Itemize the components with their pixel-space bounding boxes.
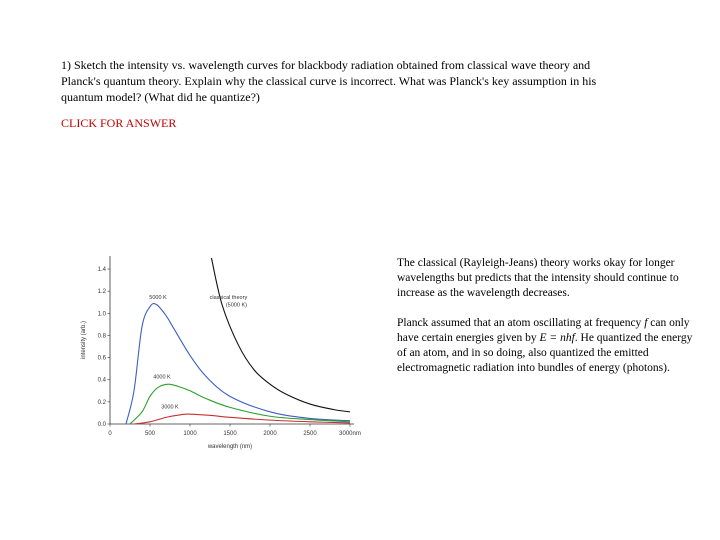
annotation-label: classical theory bbox=[209, 294, 248, 301]
blackbody-chart bbox=[76, 252, 368, 452]
y-tick-label: 0.8 bbox=[97, 333, 106, 340]
answer-p2-part-b: can only have certain energies given by bbox=[397, 317, 690, 344]
answer-text bbox=[397, 256, 702, 391]
y-tick-label: 1.0 bbox=[97, 311, 106, 318]
y-tick-label: 1.4 bbox=[97, 267, 106, 274]
x-tick-label: 1500 bbox=[223, 431, 237, 437]
answer-p2-part-a: Planck assumed that an atom oscillating at frequency bbox=[397, 317, 645, 329]
click-for-answer-link[interactable]: CLICK FOR ANSWER bbox=[61, 116, 177, 130]
chart-ticks bbox=[98, 267, 361, 437]
series-line-3 bbox=[211, 258, 350, 412]
answer-paragraph-classical: The classical (Rayleigh-Jeans) theory works okay for longer wavelengths but predicts that the intensity should continue to increase as the wavelength decreases. bbox=[397, 257, 679, 299]
annotation-label: 3000 K bbox=[161, 404, 179, 411]
y-tick-label: 1.2 bbox=[97, 289, 106, 296]
x-tick-label: 0 bbox=[108, 431, 112, 437]
y-tick-label: 0.4 bbox=[97, 377, 106, 384]
x-tick-label: 3000nm bbox=[339, 431, 361, 437]
annotation-label: 4000 K bbox=[153, 374, 171, 381]
chart-axes bbox=[110, 256, 354, 424]
x-tick-label: 1000 bbox=[183, 431, 197, 437]
answer-p2-part-c: . He quantized the energy of an atom, and in so doing, also quantized the emitted electromagnetic radiation into bundles of energy (photons). bbox=[397, 332, 693, 374]
y-axis-label: intensity (arb.) bbox=[81, 320, 87, 360]
energy-equation: E = nhf bbox=[539, 332, 575, 344]
annotation-label: (5000 K) bbox=[225, 302, 247, 309]
x-tick-label: 2500 bbox=[303, 431, 317, 437]
question-text: 1) Sketch the intensity vs. wavelength curves for blackbody radiation obtained from classical wave theory and Planck's quantum theory. Explain why the classical curve is incorrect. What was Planck's key assumption in his quantum model? (What did he quantize?) bbox=[61, 58, 597, 104]
frequency-symbol: f bbox=[644, 317, 648, 329]
annotation-label: 5000 K bbox=[149, 294, 167, 301]
chart-curves bbox=[126, 258, 350, 424]
y-tick-label: 0.2 bbox=[97, 399, 106, 406]
x-tick-label: 500 bbox=[144, 431, 156, 437]
y-tick-label: 0.0 bbox=[97, 422, 106, 428]
y-tick-label: 0.6 bbox=[97, 355, 106, 362]
answer-paragraph-planck bbox=[397, 316, 702, 376]
x-axis-label: wavelength (nm) bbox=[207, 444, 253, 450]
x-tick-label: 2000 bbox=[263, 431, 277, 437]
